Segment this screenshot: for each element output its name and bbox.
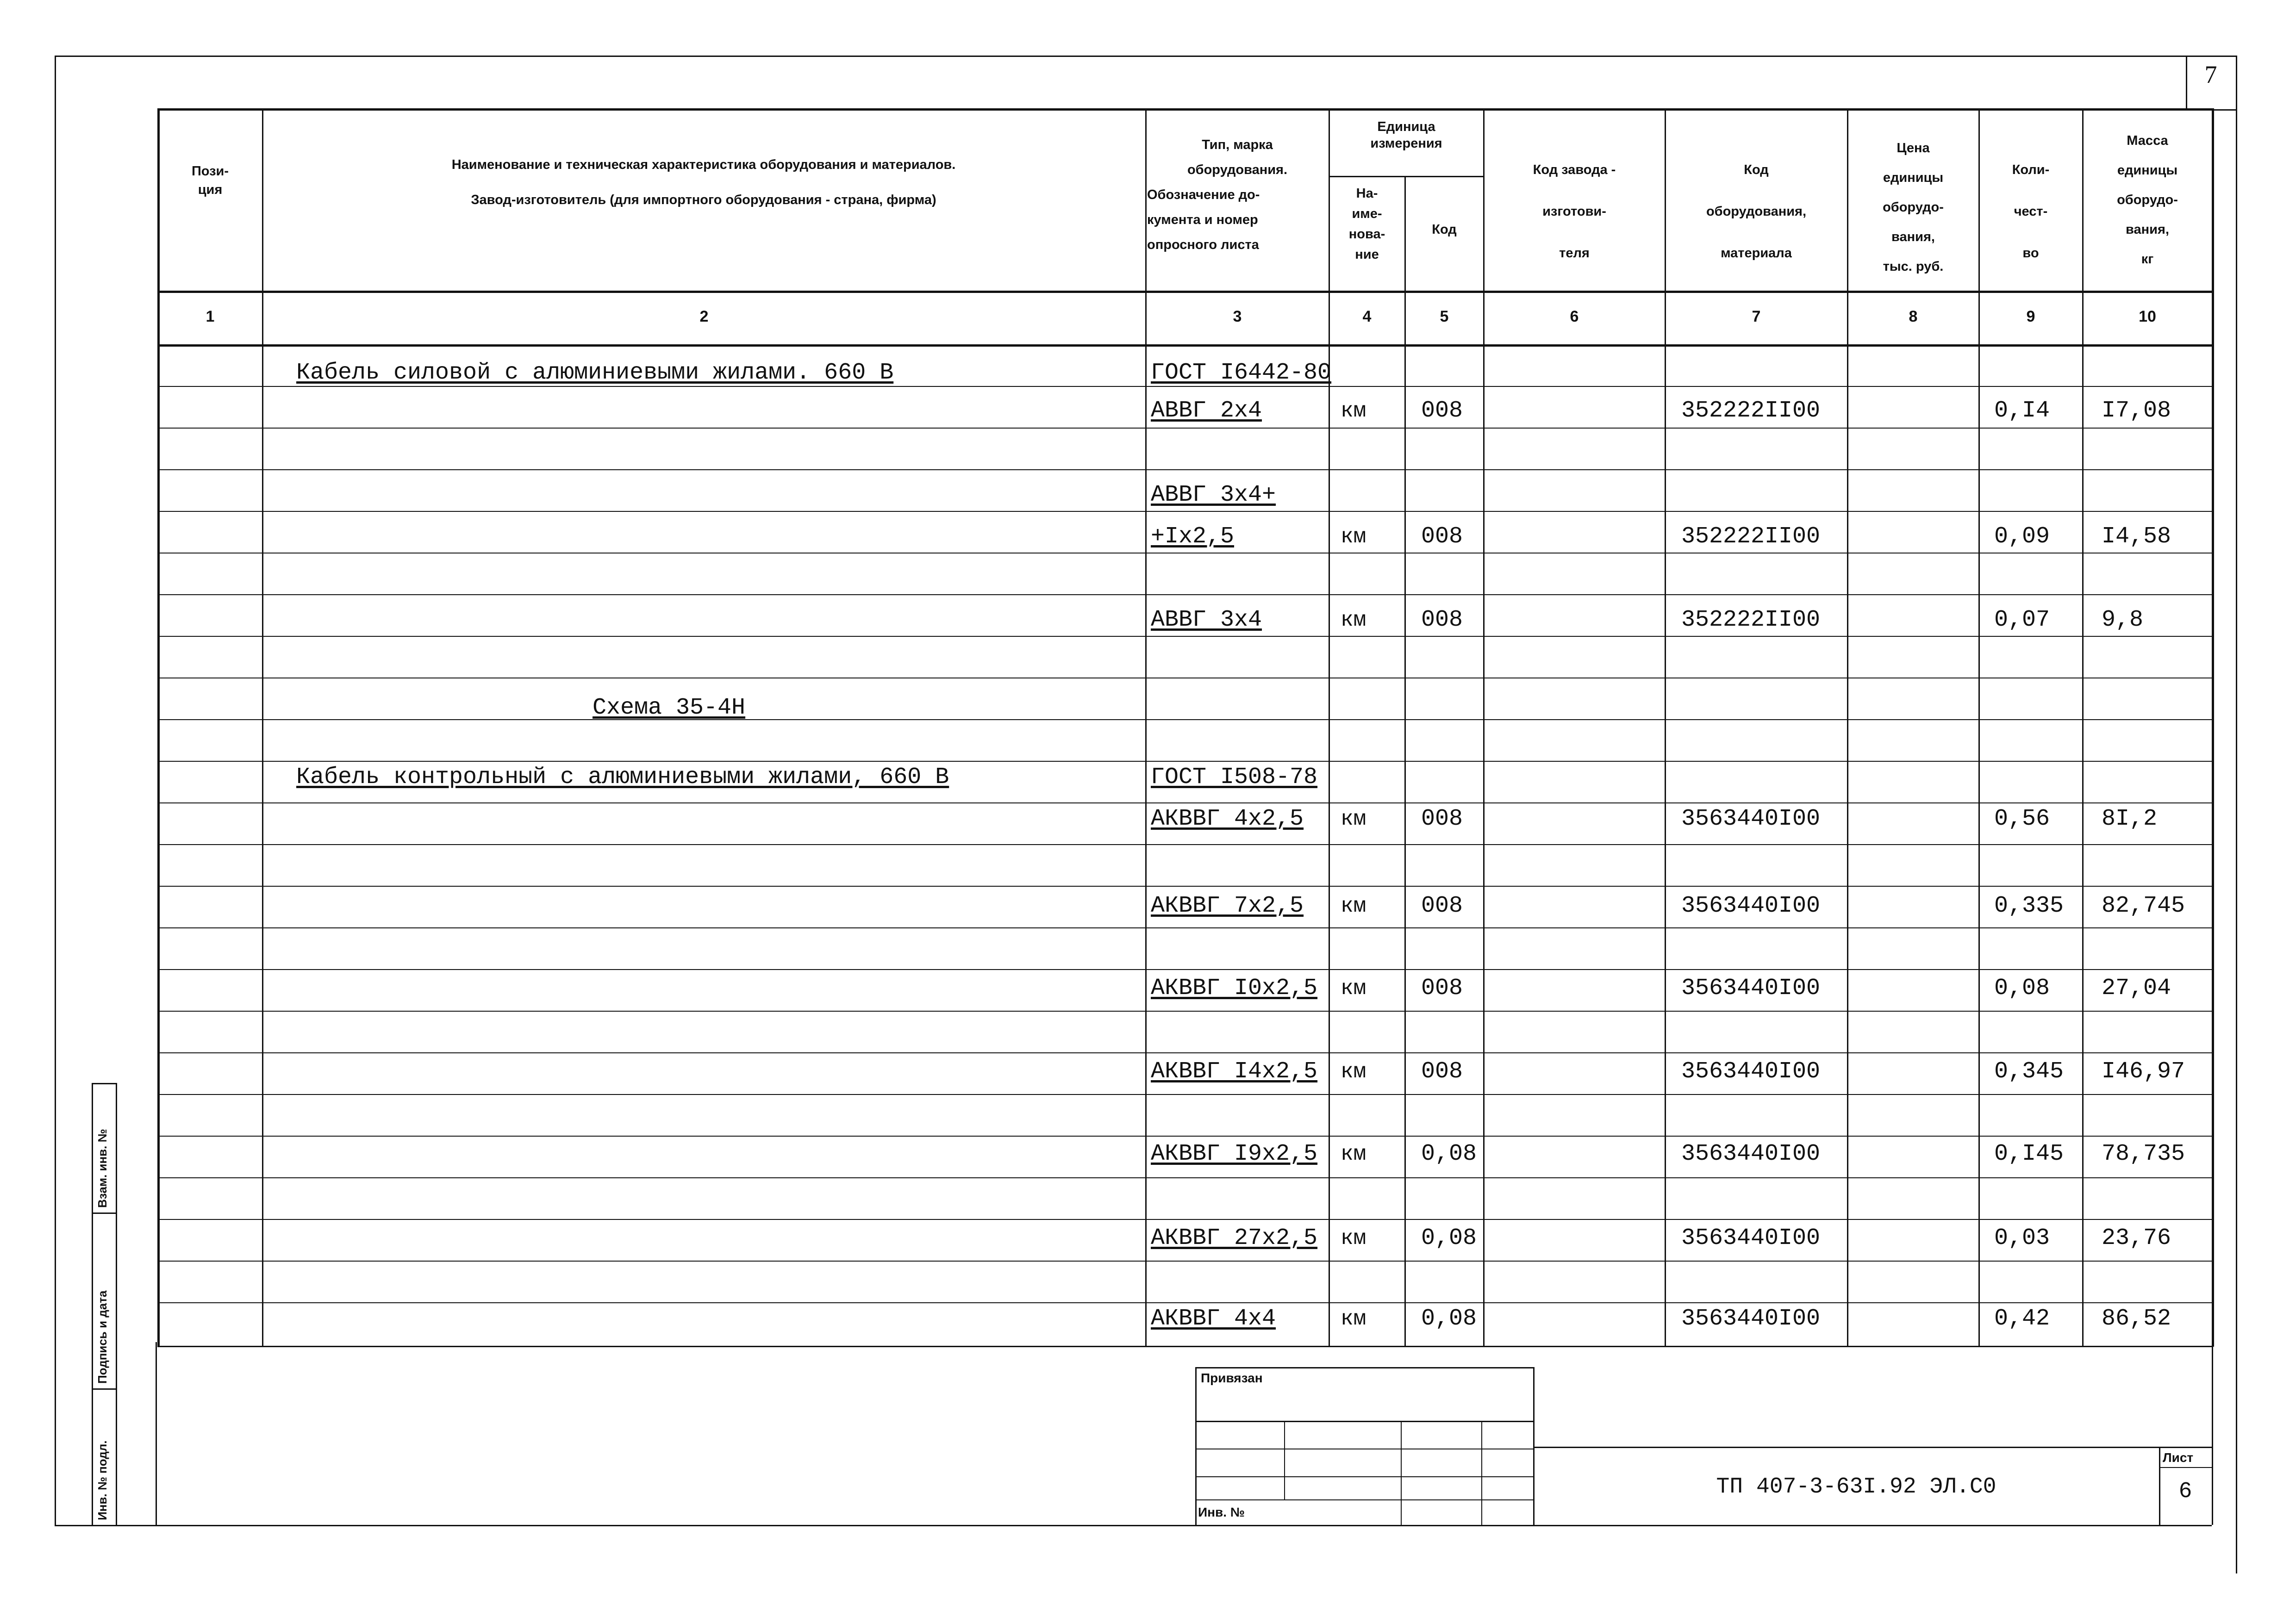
cell-equip-code: 3563440I00 [1681, 975, 1821, 1001]
row-line [157, 1052, 2213, 1053]
cell-equip-code: 3563440I00 [1681, 893, 1821, 919]
col-number-1: 1 [206, 308, 215, 325]
cell-qty: 0,07 [1994, 607, 2050, 633]
cell-mass: I46,97 [2102, 1058, 2185, 1085]
cell-equip-code: 352222II00 [1681, 523, 1821, 550]
side-label-replacement: Взам. инв. № [95, 1129, 109, 1208]
titleblock-sheet-line [2159, 1467, 2212, 1468]
cell-type: АВВГ 3x4+ [1151, 482, 1276, 508]
cell-type: АКВВГ 27x2,5 [1151, 1225, 1318, 1251]
cell-type: АВВГ 2x4 [1151, 398, 1262, 424]
row-line [157, 927, 2213, 928]
row-line [157, 428, 2213, 429]
col-sep-7 [1847, 108, 1848, 1347]
side-label-inventory: Инв. № подл. [95, 1440, 109, 1520]
header-equipment-code: Код оборудования, материала [1706, 162, 1807, 261]
col-sep-9 [2082, 108, 2084, 1347]
cell-code: 008 [1421, 607, 1463, 633]
row-line [157, 1136, 2213, 1137]
col-sep-3 [1329, 108, 1330, 1347]
cell-name: Кабель силовой с алюминиевыми жилами. 660 В [296, 360, 894, 386]
cell-qty: 0,I45 [1994, 1141, 2064, 1167]
cell-unit: км [1341, 894, 1366, 918]
cell-code: 008 [1421, 975, 1463, 1001]
header-mass: Масса единицы оборудо- вания, кг [2117, 133, 2178, 267]
header-unit-code: Код [1432, 222, 1457, 237]
side-label-signature: Подпись и дата [95, 1290, 109, 1384]
stamp-line-4 [1195, 1499, 1534, 1500]
row-line [157, 969, 2213, 970]
cell-unit: км [1341, 525, 1366, 549]
cell-unit: км [1341, 1226, 1366, 1250]
stamp-vsep-3 [1481, 1421, 1482, 1525]
row-line [157, 886, 2213, 887]
sheet-label: Лист [2163, 1450, 2194, 1465]
cell-type: АВВГ 3x4 [1151, 607, 1262, 633]
row-line [157, 1011, 2213, 1012]
corner-page-number: 7 [2204, 61, 2217, 88]
cell-unit: км [1341, 976, 1366, 1001]
table-top-border [157, 108, 2213, 111]
cell-code: 0,08 [1421, 1141, 1477, 1167]
row-line [157, 1302, 2213, 1303]
cell-type: АКВВГ I9x2,5 [1151, 1141, 1318, 1167]
titleblock-right [2212, 1346, 2213, 1525]
stamp-left [1195, 1367, 1197, 1525]
cell-equip-code: 3563440I00 [1681, 1058, 1821, 1085]
table-bottom-line [157, 1346, 2213, 1347]
header-unit-group: Единица измерения [1370, 119, 1442, 151]
cell-qty: 0,345 [1994, 1058, 2064, 1085]
cell-mass: 27,04 [2102, 975, 2171, 1001]
row-line [157, 719, 2213, 720]
col-number-4: 4 [1362, 308, 1372, 325]
col-sep-5 [1483, 108, 1485, 1347]
cell-name: Схема 35-4Н [593, 695, 746, 721]
stamp-line-3 [1195, 1476, 1534, 1477]
cell-qty: 0,09 [1994, 523, 2050, 550]
col-number-6: 6 [1570, 308, 1579, 325]
table-left-border [157, 108, 160, 1346]
cell-mass: 23,76 [2102, 1225, 2171, 1251]
row-line [157, 1261, 2213, 1262]
cell-equip-code: 3563440I00 [1681, 1141, 1821, 1167]
header-factory-code: Код завода - изготови- теля [1533, 162, 1616, 261]
side-sep-1 [92, 1083, 116, 1084]
col-number-5: 5 [1440, 308, 1449, 325]
cell-name: Кабель контрольный с алюминиевыми жилами, 660 В [296, 764, 949, 790]
cell-qty: 0,03 [1994, 1225, 2050, 1251]
cell-equip-code: 3563440I00 [1681, 1225, 1821, 1251]
cell-code: 008 [1421, 893, 1463, 919]
stamp-inv-no: Инв. № [1198, 1505, 1245, 1519]
cell-unit: км [1341, 608, 1366, 632]
cell-mass: 8I,2 [2102, 806, 2158, 832]
cell-qty: 0,I4 [1994, 398, 2050, 424]
table-right-border [2212, 108, 2214, 1347]
cell-type: АКВВГ 7x2,5 [1151, 893, 1304, 919]
stamp-vsep-1 [1284, 1421, 1285, 1499]
col-number-8: 8 [1909, 308, 1918, 325]
cell-unit: км [1341, 807, 1366, 831]
col-sep-2 [1145, 108, 1147, 1347]
cell-type: АКВВГ I4x2,5 [1151, 1058, 1318, 1085]
header-price: Цена единицы оборудо- вания, тыс. руб. [1883, 141, 1944, 274]
col-number-2: 2 [699, 308, 709, 325]
col-sep-4 [1404, 176, 1406, 1347]
cell-unit: км [1341, 399, 1366, 423]
outer-frame-left [55, 56, 56, 1525]
col-number-9: 9 [2026, 308, 2035, 325]
cell-qty: 0,335 [1994, 893, 2064, 919]
row-line [157, 1094, 2213, 1095]
numrow-bottom-line [157, 344, 2213, 347]
cell-type: АКВВГ 4x2,5 [1151, 806, 1304, 832]
titleblock-top [1533, 1447, 2212, 1448]
col-number-7: 7 [1752, 308, 1761, 325]
cell-type: АКВВГ I0x2,5 [1151, 975, 1318, 1001]
left-block-bottom [55, 1525, 2212, 1526]
header-quantity: Коли- чест- во [2012, 162, 2050, 261]
side-sep-3 [92, 1388, 116, 1390]
cell-mass: 86,52 [2102, 1306, 2171, 1332]
cell-qty: 0,56 [1994, 806, 2050, 832]
cell-type: ГОСТ I508-78 [1151, 764, 1318, 790]
row-line [157, 469, 2213, 470]
row-line [157, 1177, 2213, 1178]
row-line [157, 761, 2213, 762]
unit-subheader-line [1329, 176, 1483, 177]
cell-unit: км [1341, 1060, 1366, 1084]
row-line [157, 802, 2213, 803]
outer-frame-top [55, 56, 2236, 57]
cell-code: 008 [1421, 398, 1463, 424]
col-number-3: 3 [1233, 308, 1242, 325]
cell-qty: 0,42 [1994, 1306, 2050, 1332]
sheet-number: 6 [2178, 1479, 2192, 1504]
header-type: Тип, марка оборудования. Обозначение до- кумента и номер опросного листа [1147, 137, 1288, 252]
cell-code: 008 [1421, 523, 1463, 550]
cell-code: 008 [1421, 806, 1463, 832]
side-strip-right [116, 1083, 117, 1525]
cell-type: ГОСТ I6442-80 [1151, 360, 1332, 386]
margin-divider [156, 1342, 157, 1525]
cell-mass: 82,745 [2102, 893, 2185, 919]
cell-mass: 78,735 [2102, 1141, 2185, 1167]
cell-mass: I7,08 [2102, 398, 2171, 424]
row-line [157, 1219, 2213, 1220]
row-line [157, 594, 2213, 595]
col-sep-8 [1978, 108, 1980, 1347]
cell-code: 0,08 [1421, 1306, 1477, 1332]
cell-type: АКВВГ 4x4 [1151, 1306, 1276, 1332]
stamp-top [1195, 1367, 1534, 1368]
cell-equip-code: 3563440I00 [1681, 1306, 1821, 1332]
cell-equip-code: 352222II00 [1681, 607, 1821, 633]
header-position: Пози- ция [191, 164, 229, 197]
stamp-privyazan: Привязан [1201, 1371, 1263, 1385]
cell-code: 008 [1421, 1058, 1463, 1085]
row-line [157, 844, 2213, 845]
side-strip-left [92, 1083, 93, 1525]
side-sep-2 [92, 1213, 116, 1214]
cell-equip-code: 352222II00 [1681, 398, 1821, 424]
stamp-line-1 [1195, 1421, 1534, 1422]
header-name: Наименование и техническая характеристика оборудования и материалов. Завод-изготовитель (для импортного оборудования - страна, фирма) [451, 157, 956, 207]
col-sep-6 [1665, 108, 1666, 1347]
col-sep-1 [262, 108, 263, 1347]
document-code: ТП 407-3-63I.92 ЭЛ.С0 [1716, 1474, 1997, 1499]
cell-mass: I4,58 [2102, 523, 2171, 550]
cell-unit: км [1341, 1307, 1366, 1331]
stamp-right [1533, 1367, 1535, 1525]
row-line [157, 511, 2213, 512]
cell-qty: 0,08 [1994, 975, 2050, 1001]
cell-mass: 9,8 [2102, 607, 2144, 633]
cell-unit: км [1341, 1142, 1366, 1166]
col-number-10: 10 [2139, 308, 2156, 325]
cell-equip-code: 3563440I00 [1681, 806, 1821, 832]
row-line [157, 636, 2213, 637]
outer-frame-right [2236, 56, 2237, 1573]
stamp-vsep-2 [1401, 1421, 1402, 1525]
cell-code: 0,08 [1421, 1225, 1477, 1251]
header-unit-name: На- име- нова- ние [1348, 186, 1385, 262]
cell-type: +Ix2,5 [1151, 523, 1235, 550]
header-bottom-line [157, 291, 2213, 293]
